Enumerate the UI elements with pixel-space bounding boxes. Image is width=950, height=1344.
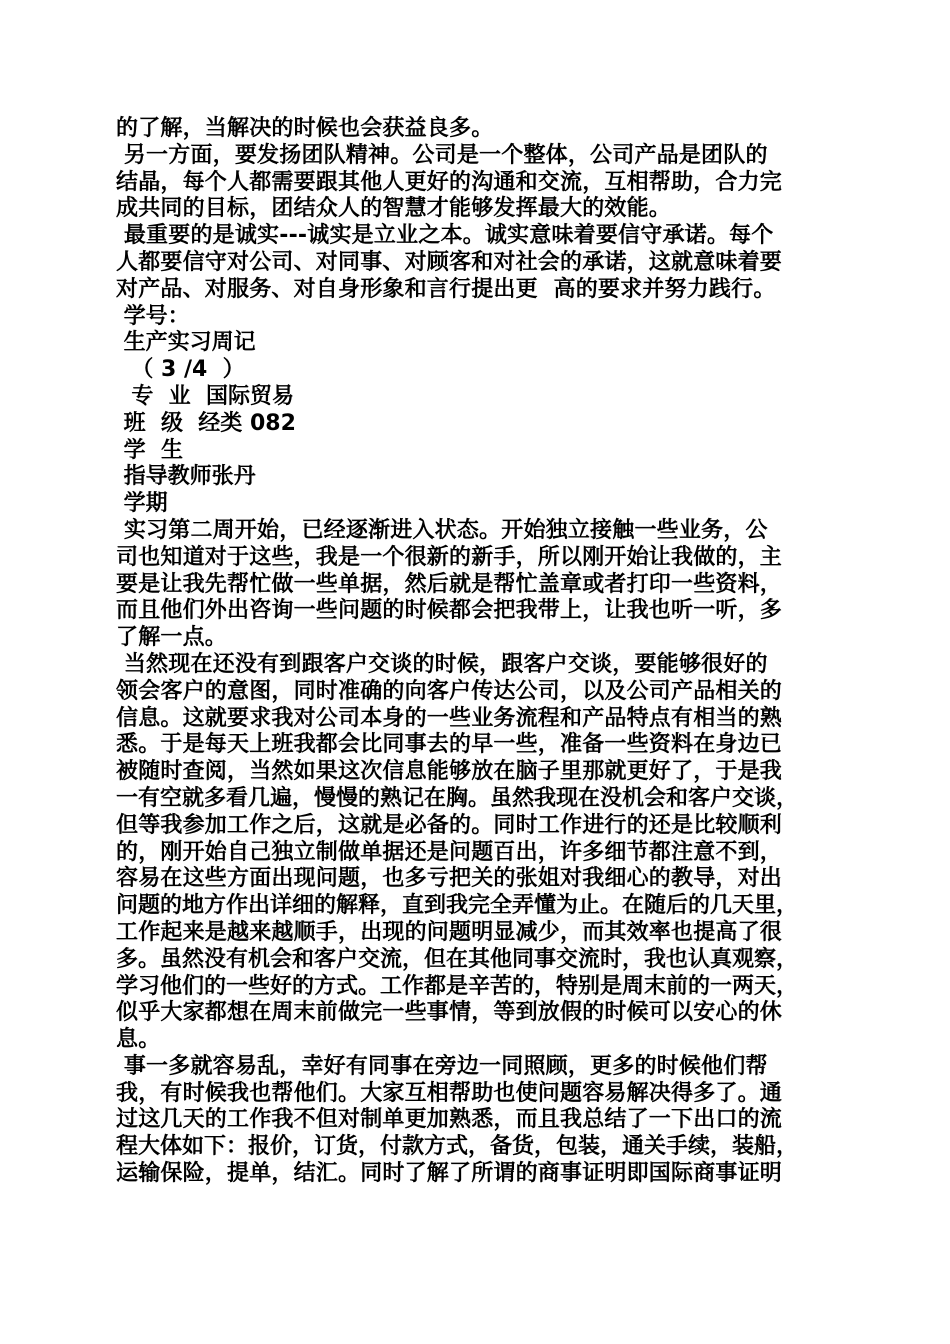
text-line: 一有空就多看几遍，慢慢的熟记在胸。虽然我现在没机会和客户交谈， [116,785,799,811]
text-line: 我，有时候我也帮他们。大家互相帮助也使问题容易解决得多了。通 [116,1080,783,1106]
text-line: 程大体如下：报价，订货，付款方式，备货，包装，通关手续，装船， [116,1134,799,1160]
text-line: 事一多就容易乱，幸好有同事在旁边一同照顾，更多的时候他们帮 [116,1053,768,1079]
text-line: 信息。这就要求我对公司本身的一些业务流程和产品特点有相当的熟 [116,705,783,731]
text-line: 司也知道对于这些，我是一个很新的新手，所以刚开始让我做的，主 [116,544,783,570]
class-field: 班 级 经类 082 [116,410,296,436]
text-line: 的，刚开始自己独立制做单据还是问题百出，许多细节都注意不到， [116,839,783,865]
text-line: 领会客户的意图，同时准确的向客户传达公司，以及公司产品相关的 [116,678,783,704]
text-line: 工作起来是越来越顺手，出现的问题明显减少，而其效率也提高了很 [116,919,783,945]
text-line: 成共同的目标，团结众人的智慧才能够发挥最大的效能。 [116,196,672,222]
text-line: 似乎大家都想在周末前做完一些事情，等到放假的时候可以安心的休 [116,1000,783,1026]
text-line: 当然现在还没有到跟客户交谈的时候，跟客户交谈，要能够很好的 [116,651,768,677]
major-field: 专 业 国际贸易 [116,383,294,409]
text-line: 要是让我先帮忙做一些单据，然后就是帮忙盖章或者打印一些资料， [116,571,783,597]
text-line: 最重要的是诚实---诚实是立业之本。诚实意味着要信守承诺。每个 [116,223,774,249]
student-field: 学 生 [116,437,183,463]
text-line: 了解一点。 [116,625,228,651]
text-line: 被随时查阅，当然如果这次信息能够放在脑子里那就更好了，于是我 [116,759,783,785]
text-line: 但等我参加工作之后，这就是必备的。同时工作进行的还是比较顺利 [116,812,783,838]
report-title: 生产实习周记 [116,330,256,356]
text-line: 结晶，每个人都需要跟其他人更好的沟通和交流，互相帮助，合力完 [116,169,783,195]
report-sequence: （ 3 /4 ） [116,357,245,383]
text-line: 实习第二周开始，已经逐渐进入状态。开始独立接触一些业务，公 [116,517,768,543]
text-line: 学习他们的一些好的方式。工作都是辛苦的，特别是周末前的一两天， [116,973,799,999]
text-line: 对产品、对服务、对自身形象和言行提出更 高的要求并努力践行。 [116,276,776,302]
student-id-label: 学号： [116,303,190,329]
document-page [116,116,840,1188]
term-field: 学期 [116,491,168,517]
text-line: 悉。于是每天上班我都会比同事去的早一些，准备一些资料在身边已 [116,732,783,758]
text-line: 而且他们外出咨询一些问题的时候都会把我带上，让我也听一听，多 [116,598,783,624]
text-line: 运输保险，提单，结汇。同时了解了所谓的商事证明即国际商事证明 [116,1161,783,1187]
text-line: 过这几天的工作我不但对制单更加熟悉，而且我总结了一下出口的流 [116,1107,783,1133]
text-line: 人都要信守对公司、对同事、对顾客和对社会的承诺，这就意味着要 [116,249,783,275]
text-line: 问题的地方作出详细的解释，直到我完全弄懂为止。在随后的几天里， [116,893,799,919]
text-line: 另一方面，要发扬团队精神。公司是一个整体，公司产品是团队的 [116,142,768,168]
text-line: 的了解，当解决的时候也会获益良多。 [116,116,494,141]
advisor-field: 指导教师张丹 [116,464,256,490]
text-line: 息。 [116,1027,161,1053]
text-line: 多。虽然没有机会和客户交流，但在其他同事交流时，我也认真观察， [116,946,799,972]
text-line: 容易在这些方面出现问题，也多亏把关的张姐对我细心的教导，对出 [116,866,783,892]
